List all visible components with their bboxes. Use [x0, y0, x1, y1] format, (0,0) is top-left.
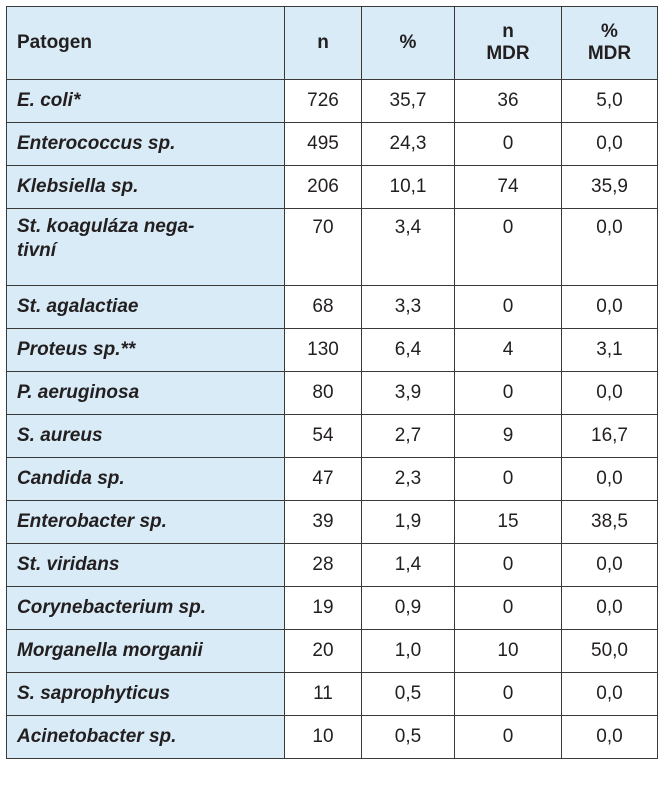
table-row: [7, 458, 658, 501]
n-cell: 11: [285, 673, 362, 716]
percent-mdr-cell: 38,5: [562, 501, 658, 544]
n-cell: 68: [285, 286, 362, 329]
table-row: [7, 372, 658, 415]
percent-cell: 3,9: [362, 372, 455, 415]
table-header-row: [7, 7, 658, 80]
n-mdr-cell: 0: [455, 286, 562, 329]
pathogen-name-line: St. koaguláza nega-: [17, 216, 195, 237]
pathogen-name: S. saprophyticus: [7, 673, 285, 716]
percent-mdr-cell: 0,0: [562, 673, 658, 716]
n-mdr-cell: 0: [455, 544, 562, 587]
n-cell: 206: [285, 166, 362, 209]
pathogen-name: Klebsiella sp.: [7, 166, 285, 209]
n-mdr-cell: 0: [455, 587, 562, 630]
pathogen-name: Morganella morganii: [7, 630, 285, 673]
n-cell: 20: [285, 630, 362, 673]
header-n-mdr: n MDR: [455, 7, 562, 80]
percent-mdr-cell: 3,1: [562, 329, 658, 372]
percent-cell: 6,4: [362, 329, 455, 372]
percent-cell: 0,9: [362, 587, 455, 630]
percent-mdr-cell: 5,0: [562, 80, 658, 123]
pathogen-name: St. viridans: [7, 544, 285, 587]
percent-mdr-cell: 0,0: [562, 123, 658, 166]
table-row: [7, 166, 658, 209]
n-mdr-cell: 0: [455, 673, 562, 716]
percent-mdr-cell: 16,7: [562, 415, 658, 458]
n-mdr-cell: 74: [455, 166, 562, 209]
n-cell: 19: [285, 587, 362, 630]
percent-cell: 35,7: [362, 80, 455, 123]
header-percent-mdr: % MDR: [562, 7, 658, 80]
n-mdr-cell: 0: [455, 716, 562, 759]
percent-cell: 2,7: [362, 415, 455, 458]
table-row: [7, 123, 658, 166]
n-cell: 10: [285, 716, 362, 759]
percent-cell: 2,3: [362, 458, 455, 501]
pathogen-name: Candida sp.: [7, 458, 285, 501]
percent-cell: 3,3: [362, 286, 455, 329]
percent-cell: 24,3: [362, 123, 455, 166]
n-cell: 130: [285, 329, 362, 372]
percent-mdr-cell: 35,9: [562, 166, 658, 209]
table-row: [7, 80, 658, 123]
n-cell: 726: [285, 80, 362, 123]
pathogen-table-container: [6, 6, 658, 759]
header-percent: %: [362, 7, 455, 80]
pathogen-name: Proteus sp.**: [7, 329, 285, 372]
pathogen-name: Enterococcus sp.: [7, 123, 285, 166]
n-mdr-cell: 4: [455, 329, 562, 372]
header-n: n: [285, 7, 362, 80]
pathogen-name: Enterobacter sp.: [7, 501, 285, 544]
header-patogen: Patogen: [7, 7, 285, 80]
percent-mdr-cell: 50,0: [562, 630, 658, 673]
pathogen-name: P. aeruginosa: [7, 372, 285, 415]
n-cell: 39: [285, 501, 362, 544]
n-cell: 28: [285, 544, 362, 587]
n-cell: 80: [285, 372, 362, 415]
pathogen-table: [6, 6, 658, 759]
percent-mdr-cell: 0,0: [562, 286, 658, 329]
table-row: [7, 415, 658, 458]
table-row: [7, 630, 658, 673]
n-mdr-cell: 36: [455, 80, 562, 123]
table-row: [7, 286, 658, 329]
n-cell: 495: [285, 123, 362, 166]
n-cell: 47: [285, 458, 362, 501]
pathogen-name: E. coli*: [7, 80, 285, 123]
table-row: [7, 209, 658, 286]
n-mdr-cell: 9: [455, 415, 562, 458]
table-row: [7, 587, 658, 630]
n-cell: 70: [285, 209, 362, 286]
table-row: [7, 501, 658, 544]
pathogen-name: Acinetobacter sp.: [7, 716, 285, 759]
table-row: [7, 544, 658, 587]
pathogen-name: St. agalactiae: [7, 286, 285, 329]
pathogen-name-line: tivní: [17, 240, 57, 261]
percent-cell: 1,9: [362, 501, 455, 544]
percent-cell: 3,4: [362, 209, 455, 286]
table-row: [7, 716, 658, 759]
percent-mdr-cell: 0,0: [562, 458, 658, 501]
pathogen-name: S. aureus: [7, 415, 285, 458]
n-mdr-cell: 0: [455, 123, 562, 166]
n-mdr-cell: 0: [455, 458, 562, 501]
percent-mdr-cell: 0,0: [562, 587, 658, 630]
percent-cell: 10,1: [362, 166, 455, 209]
percent-cell: 0,5: [362, 673, 455, 716]
pathogen-name: [7, 209, 285, 286]
n-mdr-cell: 0: [455, 209, 562, 286]
percent-mdr-cell: 0,0: [562, 716, 658, 759]
percent-cell: 0,5: [362, 716, 455, 759]
percent-cell: 1,0: [362, 630, 455, 673]
n-mdr-cell: 0: [455, 372, 562, 415]
percent-mdr-cell: 0,0: [562, 544, 658, 587]
n-mdr-cell: 10: [455, 630, 562, 673]
n-mdr-cell: 15: [455, 501, 562, 544]
percent-cell: 1,4: [362, 544, 455, 587]
percent-mdr-cell: 0,0: [562, 372, 658, 415]
pathogen-name: Corynebacterium sp.: [7, 587, 285, 630]
percent-mdr-cell: 0,0: [562, 209, 658, 286]
table-row: [7, 673, 658, 716]
table-row: [7, 329, 658, 372]
n-cell: 54: [285, 415, 362, 458]
